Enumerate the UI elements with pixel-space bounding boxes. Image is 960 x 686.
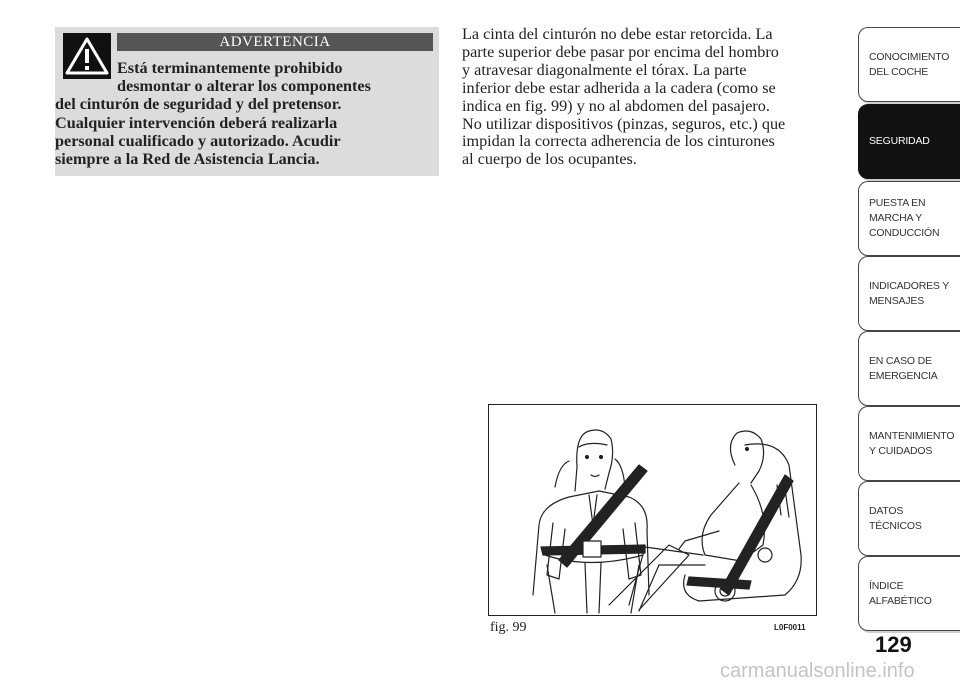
tab-label: INDICADORES Y MENSAJES xyxy=(869,279,949,307)
body-line: La cinta del cinturón no debe estar retorcida. La xyxy=(462,25,773,43)
body-line: No utilizar dispositivos (pinzas, seguros, etc.) que xyxy=(462,114,786,133)
warning-line: personal cualificado y autorizado. Acudir xyxy=(55,131,341,150)
tab-label: DATOS TÉCNICOS xyxy=(869,504,922,532)
warning-line: Cualquier intervención deberá realizarla xyxy=(55,113,338,132)
tab-label: CONOCIMIENTO DEL COCHE xyxy=(869,50,950,78)
watermark: carmanualsonline.info xyxy=(720,660,915,682)
body-line: al cuerpo de los ocupantes. xyxy=(462,150,637,169)
tab-conocimiento-del-coche[interactable] xyxy=(858,27,960,102)
body-line: inferior debe estar adherida a la cadera (como se xyxy=(462,78,776,97)
tab-label: SEGURIDAD xyxy=(869,135,930,147)
warning-line: desmontar o alterar los componentes xyxy=(117,77,371,96)
tab-indice-alfabetico[interactable] xyxy=(858,556,960,631)
tab-puesta-en-marcha[interactable] xyxy=(858,181,960,256)
figure-caption: fig. 99 xyxy=(490,620,527,635)
body-line: indica en fig. 99) y no al abdomen del pasajero. xyxy=(462,96,770,115)
body-line: y atravesar diagonalmente el tórax. La parte xyxy=(462,60,747,79)
tab-en-caso-de-emergencia[interactable] xyxy=(858,331,960,406)
body-paragraph xyxy=(462,26,844,169)
seatbelt-illustration xyxy=(488,404,817,616)
page-number: 129 xyxy=(875,632,912,657)
warning-title: ADVERTENCIA xyxy=(117,33,433,51)
tab-label: PUESTA EN MARCHA Y CONDUCCIÓN xyxy=(869,197,940,239)
warning-text xyxy=(55,59,435,168)
body-line: parte superior debe pasar por encima del hombro xyxy=(462,42,779,61)
tab-label: ÍNDICE ALFABÉTICO xyxy=(869,579,932,607)
tab-label: EN CASO DE EMERGENCIA xyxy=(869,354,938,382)
tab-label: MANTENIMIENTO Y CUIDADOS xyxy=(869,429,955,457)
tab-indicadores-y-mensajes[interactable] xyxy=(858,256,960,331)
tab-mantenimiento-y-cuidados[interactable] xyxy=(858,406,960,481)
tab-datos-tecnicos[interactable] xyxy=(858,481,960,556)
body-line: impidan la correcta adherencia de los cinturones xyxy=(462,132,775,151)
warning-line: del cinturón de seguridad y del pretensor. xyxy=(55,95,342,114)
warning-box xyxy=(55,27,439,176)
warning-line: Está terminantemente prohibido xyxy=(117,59,343,77)
warning-line: siempre a la Red de Asistencia Lancia. xyxy=(55,150,320,169)
figure-code: L0F0011 xyxy=(774,623,806,632)
tab-seguridad[interactable] xyxy=(858,104,960,179)
